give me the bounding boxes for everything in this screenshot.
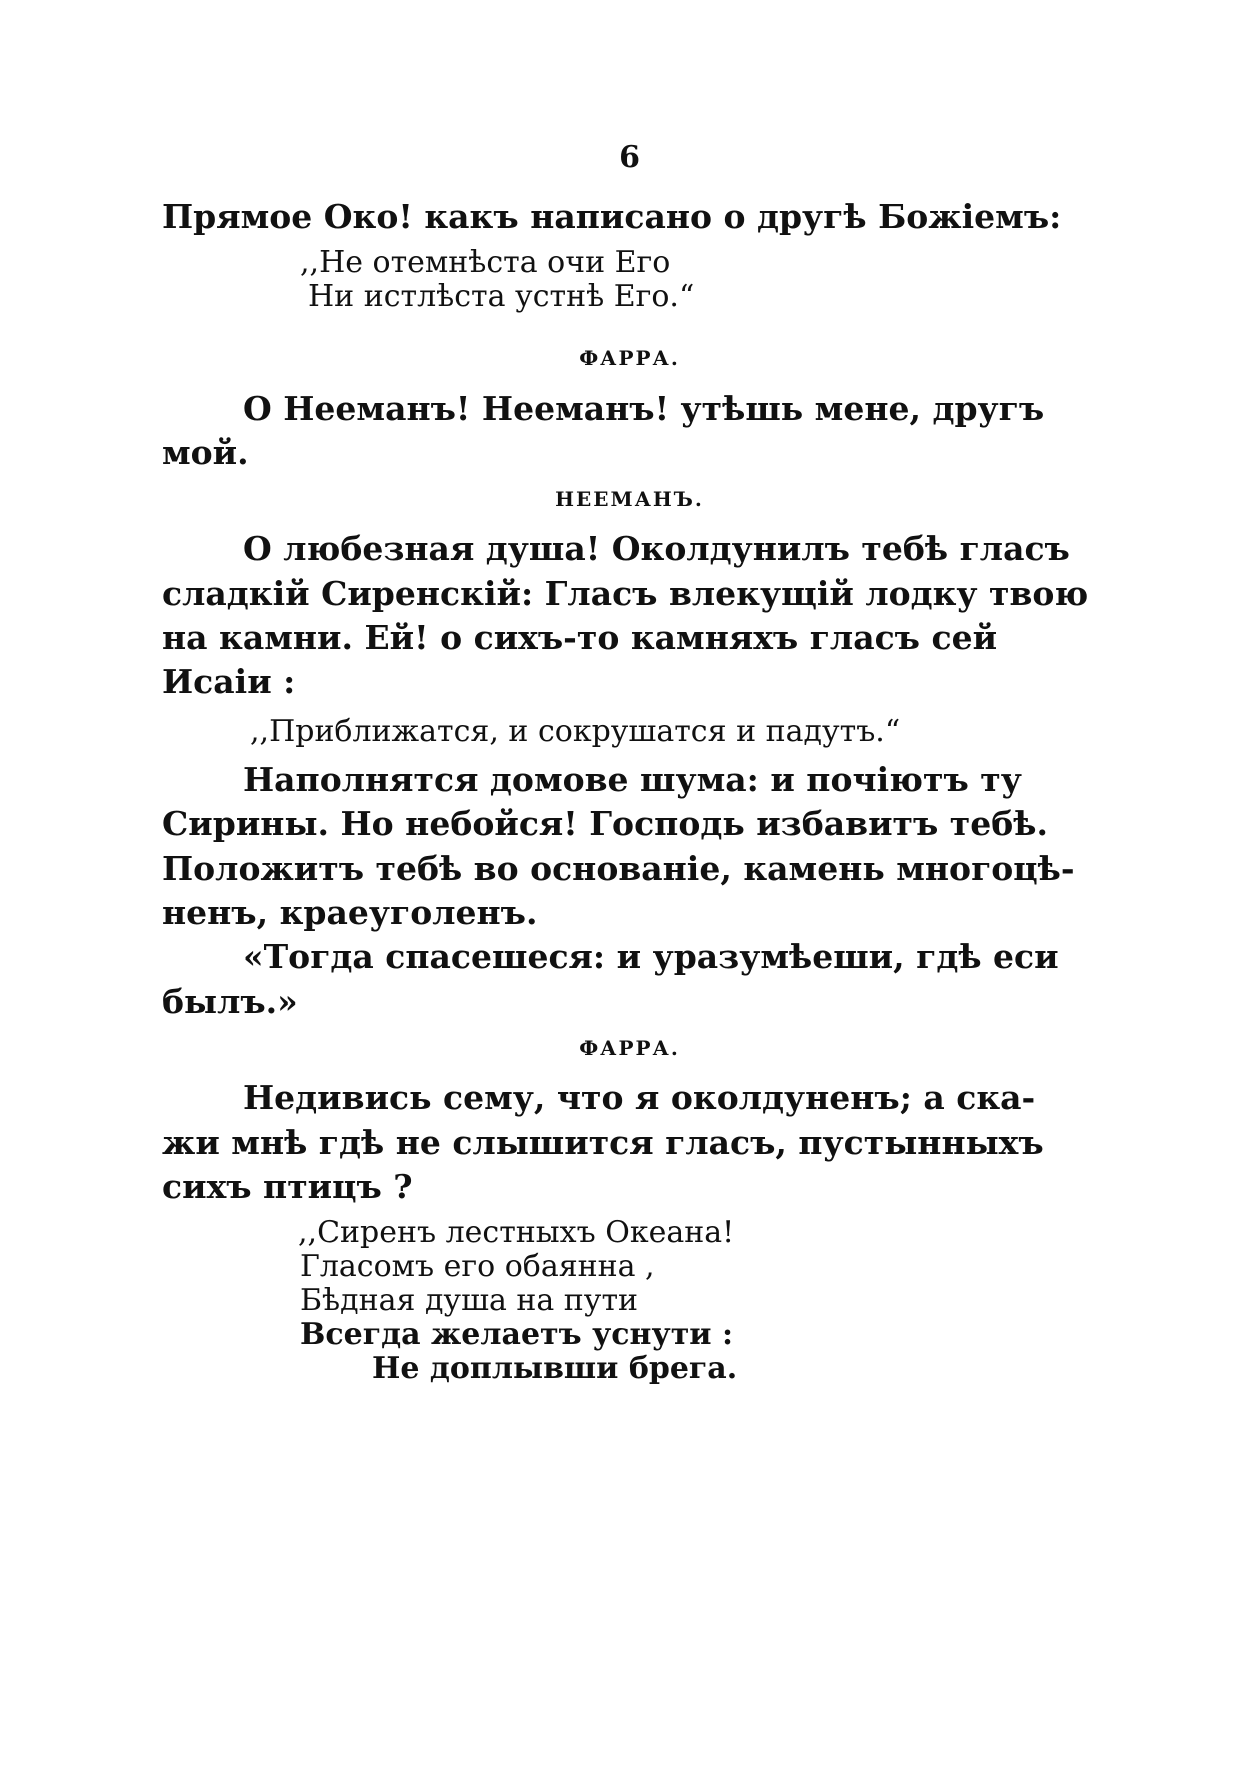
text-line: былъ.» bbox=[162, 982, 298, 1021]
text-line: Положитъ тебѣ во основаніе, камень многоцѣ- bbox=[162, 849, 1075, 888]
text-line: О Нееманъ! Нееманъ! утѣшь мене, другъ bbox=[243, 389, 1045, 428]
text-line: О любезная душа! Околдунилъ тебѣ гласъ bbox=[243, 529, 1070, 568]
text-line: «Тогда спасешеся: и уразумѣеши, гдѣ еси bbox=[243, 937, 1059, 976]
text-line: Наполнятся домове шума: и почіютъ ту bbox=[243, 760, 1022, 799]
quote-line: Ни истлѣста устнѣ Его.“ bbox=[308, 279, 695, 314]
verse-line: Гласомъ его обаянна , bbox=[300, 1249, 655, 1284]
speaker-heading: ФАРРА. bbox=[579, 1036, 680, 1060]
verse-line: Бѣдная душа на пути bbox=[300, 1283, 639, 1318]
text-line: сладкій Сиренскій: Гласъ влекущій лодку твою bbox=[162, 574, 1089, 613]
verse-line: Не доплывши брега. bbox=[372, 1351, 738, 1386]
text-line: сихъ птицъ ? bbox=[162, 1167, 413, 1206]
text-line: на камни. Ей! о сихъ-то камняхъ гласъ сей bbox=[162, 618, 998, 657]
speaker-heading: ФАРРА. bbox=[579, 346, 680, 370]
verse-line: ,,Сиренъ лестныхъ Океана! bbox=[298, 1215, 735, 1250]
speaker-heading: НЕЕМАНЪ. bbox=[555, 487, 704, 511]
quote-line: ,,Не отемнѣста очи Его bbox=[300, 245, 671, 280]
text-line: жи мнѣ гдѣ не слышится гласъ, пустынныхъ bbox=[162, 1123, 1044, 1162]
text-line: ненъ, краеуголенъ. bbox=[162, 893, 538, 932]
text-line: Сирины. Но небойся! Господь избавитъ тебѣ. bbox=[162, 804, 1048, 843]
text-line: Прямое Око! какъ написано о другѣ Божіемъ: bbox=[162, 197, 1062, 236]
quote-line: ,,Приближатся, и сокрушатся и падутъ.“ bbox=[250, 714, 901, 749]
text-line: Недивись сему, что я околдуненъ; а ска- bbox=[243, 1078, 1036, 1117]
text-line: Исаіи : bbox=[162, 662, 296, 701]
verse-line: Всегда желаетъ уснути : bbox=[300, 1317, 734, 1352]
page-number: 6 bbox=[619, 140, 640, 175]
text-line: мой. bbox=[162, 433, 249, 472]
